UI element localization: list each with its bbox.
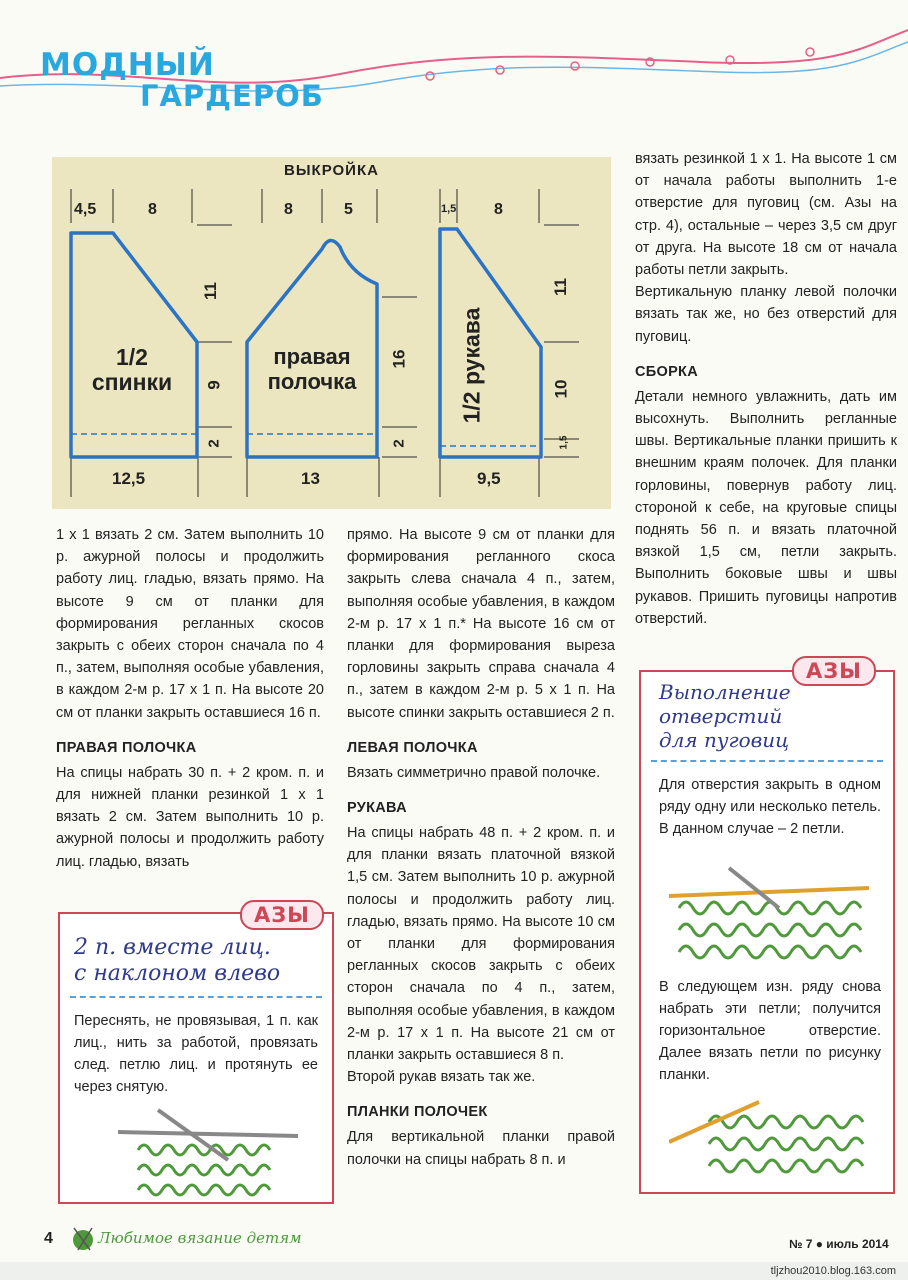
col3-intro-2: Вертикальную планку левой полочки вязать так же, но без отверстий для пуговиц. xyxy=(635,284,897,345)
knitting-illustration-buttonhole-2 xyxy=(669,1082,879,1182)
col3-assembly-text: Детали немного увлажнить, дать им высохнуть. Выполнить регланные швы. Вертикальные планки пришить к внешним краям полочек. Для планки горловины, повернув работу лиц. стороной к себе, на круговые спицы поднять 56 п. и вязать платочной вязкой 1,5 см, петли закрыть. Выполнить боковые швы и швы рукавов. Пришить пуговицы напротив отверстий. xyxy=(635,388,897,627)
back-side-dim-2: 9 xyxy=(204,380,224,390)
front-top-dim-2: 5 xyxy=(344,201,353,218)
sleeve-label: 1/2 рукава xyxy=(458,307,485,424)
sleeve-top-dim-1: 1,5 xyxy=(441,203,457,215)
front-label-2: полочка xyxy=(267,369,357,394)
heading-left-front: ЛЕВАЯ ПОЛОЧКА xyxy=(347,739,478,756)
back-side-dim-3: 2 xyxy=(205,439,223,448)
tip-box-buttonholes xyxy=(639,670,895,1194)
col2-bands-text: Для вертикальной планки правой полочки на спицы набрать 8 п. и xyxy=(347,1129,615,1168)
tip-box-decrease-title-2: с наклоном влево xyxy=(74,961,281,986)
back-side-dim-1: 11 xyxy=(200,282,220,300)
tip-box-buttonholes-text-1: Для отверстия закрыть в одном ряду одну или несколько петель. В данном случае – 2 петли. xyxy=(659,777,881,837)
col3-intro-1: вязать резинкой 1 х 1. На высоте 1 см от начала работы выполнить 1-е отверстие для пуговиц (см. Азы на стр. 4), остальные – через 3,5 см друг от друга. На высоте 18 см от начала работы петли закрыть. xyxy=(635,151,897,279)
pattern-title: ВЫКРОЙКА xyxy=(284,162,379,179)
front-side-dim-2: 2 xyxy=(390,439,408,448)
tip-box-buttonholes-title-3: для пуговиц xyxy=(659,728,790,752)
back-top-dim-1: 4,5 xyxy=(74,201,97,218)
heading-bands: ПЛАНКИ ПОЛОЧЕК xyxy=(347,1104,488,1121)
column-3 xyxy=(635,148,897,630)
sleeve-side-dim-2: 10 xyxy=(551,379,571,399)
pattern-diagram xyxy=(52,157,611,509)
col1-intro: 1 х 1 вязать 2 см. Затем выполнить 10 р. ажурной полосы и продолжить работу лиц. гладью, вязать прямо. На высоте 9 см от планки для формирования регланных скосов закрыть с обеих сторон сначала по 4 п., затем, выполняя особые убавления, в каждом 2-м р. 17 х 1 п. На высоте 20 см от планки закрыть оставшиеся 16 п. xyxy=(56,527,324,721)
back-bottom-dim: 12,5 xyxy=(112,469,146,488)
heading-sleeves: РУКАВА xyxy=(347,800,407,817)
tip-box-decrease-text: Переснять, не провязывая, 1 п. как лиц., нить за работой, провязать след. петлю лиц. и протянуть ее через снятую. xyxy=(74,1013,318,1095)
sleeve-side-dim-1: 11 xyxy=(550,278,570,296)
col2-sleeves-text-2: Второй рукав вязать так же. xyxy=(347,1069,536,1086)
sleeve-bottom-dim: 9,5 xyxy=(477,469,501,488)
column-1 xyxy=(56,524,324,873)
issue-info: № 7 ● июль 2014 xyxy=(789,1237,889,1251)
sleeve-outline xyxy=(440,229,541,457)
tip-box-buttonholes-text-2: В следующем изн. ряду снова набрать эти петли; получится горизонтальное отверстие. Далее вязать петли по рисунку планки. xyxy=(659,979,881,1083)
tip-box-decrease xyxy=(58,912,334,1204)
magazine-name: Любимое вязание детям xyxy=(98,1229,302,1247)
col1-right-front-text: На спицы набрать 30 п. + 2 кром. п. и для нижней планки резинкой 1 х 1 вязать 2 см. Затем выполнить 10 р. ажурной полосы и продолжить работу лиц. гладью, вязать xyxy=(56,764,324,870)
front-bottom-dim: 13 xyxy=(301,469,320,488)
back-label-1: 1/2 xyxy=(116,344,148,370)
page-number: 4 xyxy=(44,1230,53,1247)
watermark: tljzhou2010.blog.163.com xyxy=(0,1262,908,1280)
heading-right-front: ПРАВАЯ ПОЛОЧКА xyxy=(56,739,197,756)
column-2 xyxy=(347,524,615,1171)
front-top-dim-1: 8 xyxy=(284,201,293,218)
heading-assembly: СБОРКА xyxy=(635,363,698,380)
tip-badge-1: АЗЫ xyxy=(240,900,324,930)
tip-badge-2: АЗЫ xyxy=(792,656,876,686)
tip-box-divider xyxy=(70,996,322,998)
front-label-1: правая xyxy=(273,344,351,369)
back-top-dim-2: 8 xyxy=(148,201,157,218)
yarn-ball-icon xyxy=(70,1226,96,1252)
tip-box-decrease-title-1: 2 п. вместе лиц. xyxy=(74,935,271,960)
sleeve-top-dim-2: 8 xyxy=(494,201,503,218)
col2-intro: прямо. На высоте 9 см от планки для формирования регланного скоса закрыть слева сначала 4 п., затем, выполняя особые убавления, в каждом 2-м р. 17 х 1 п.* На высоте 16 см от планки для формирования выреза горловины закрыть справа сначала 4 п., затем в каждом 2-м р. 5 х 1 п. На высоте спинки закрыть оставшиеся 2 п. xyxy=(347,527,615,721)
tip-box-buttonholes-title-1: Выполнение xyxy=(659,680,791,704)
col2-left-front-text: Вязать симметрично правой полочке. xyxy=(347,764,601,781)
section-title-line1: МОДНЫЙ xyxy=(40,47,215,83)
back-label-2: спинки xyxy=(91,369,173,395)
pattern-svg xyxy=(52,157,611,509)
knitting-illustration-decrease xyxy=(118,1100,308,1200)
section-title-line2: ГАРДЕРОБ xyxy=(140,79,324,113)
tip-box-buttonholes-title-2: отверстий xyxy=(659,704,783,728)
front-side-dim-1: 16 xyxy=(389,349,409,369)
knitting-illustration-buttonhole-1 xyxy=(669,848,879,968)
col2-sleeves-text: На спицы набрать 48 п. + 2 кром. п. и для планки вязать платочной вязкой 1,5 см. Затем выполнить 10 р. ажурной полосы и продолжить работу лиц. гладью, вязать прямо. На высоте 10 см от планки для формирования регланных скосов закрыть с обеих сторон сначала по 4 п., затем, выполняя особые убавления, в каждом 2-м р. 17 х 1 п. На высоте 21 см от планки закрыть оставшиеся 8 п. xyxy=(347,825,615,1064)
tip-box2-divider xyxy=(651,760,883,762)
sleeve-side-dim-3: 1,5 xyxy=(558,435,570,450)
